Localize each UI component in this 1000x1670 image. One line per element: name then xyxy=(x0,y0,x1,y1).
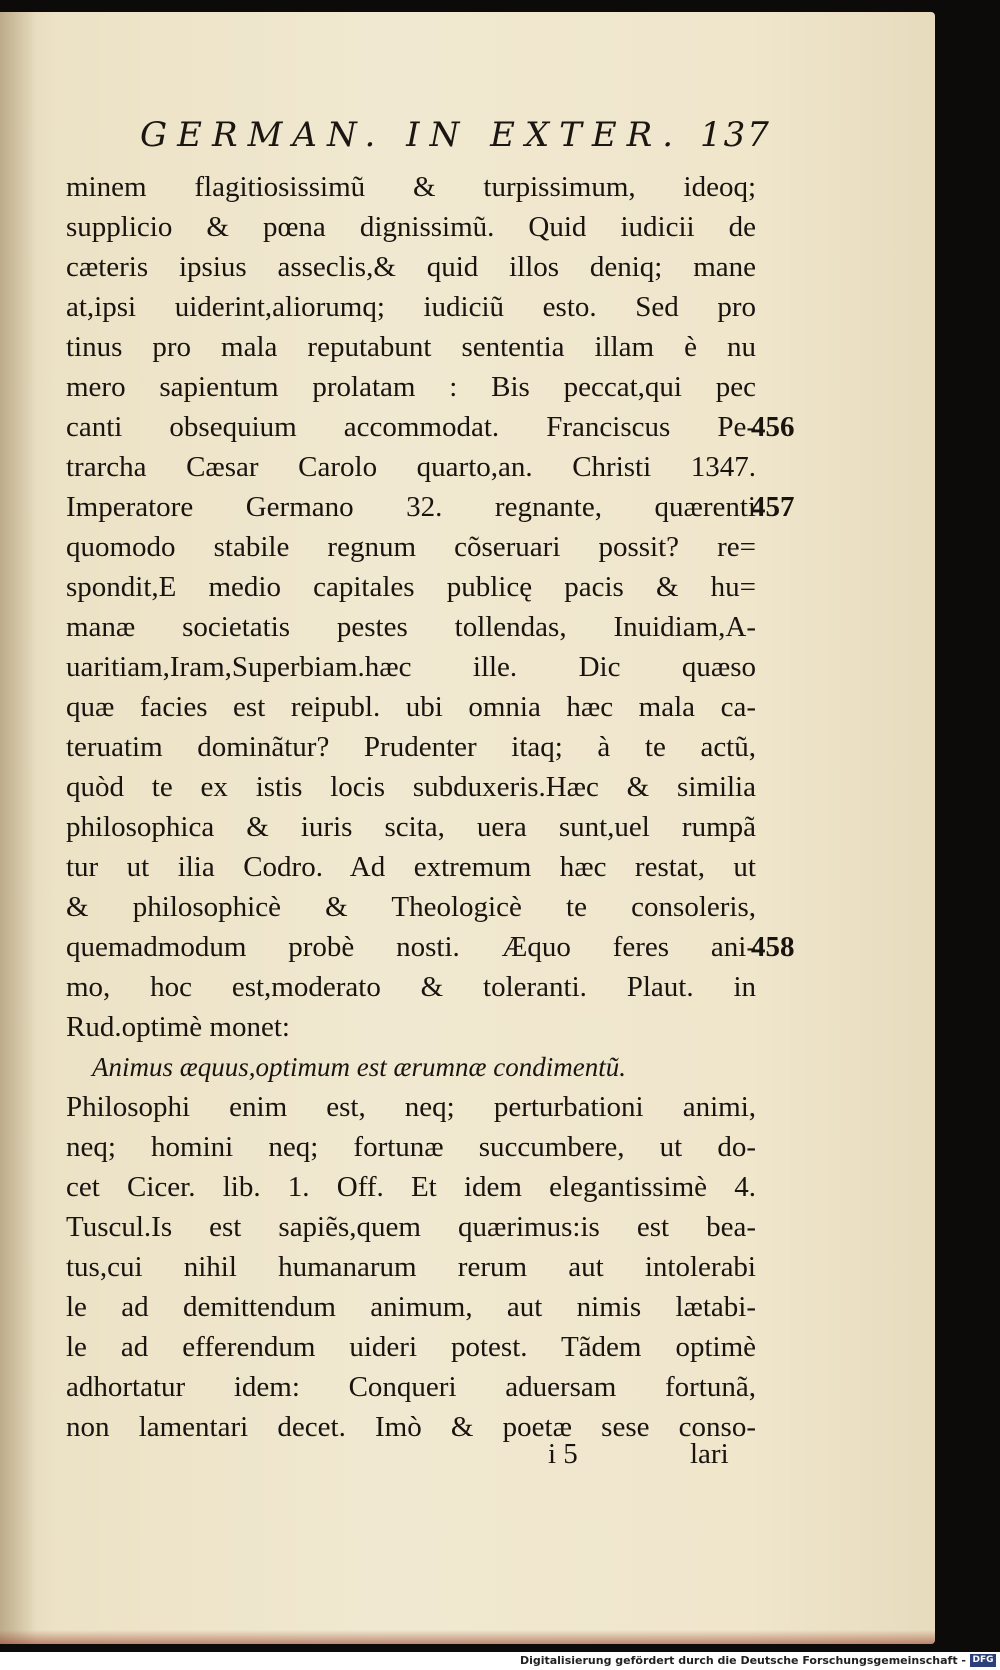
text-line: le ad demittendum animum, aut nimis lætabi- xyxy=(66,1291,756,1323)
text-line: manæ societatis pestes tollendas, Inuidiam,A- xyxy=(66,611,756,643)
digitization-credit-bar xyxy=(0,1652,1000,1670)
text-line: spondit,E medio capitales publicę pacis & hu= xyxy=(66,571,756,603)
text-line: Rud.optimè monet: xyxy=(66,1011,290,1043)
text-line: neq; homini neq; fortunæ succumbere, ut do- xyxy=(66,1131,756,1163)
running-head-title: GERMAN. IN EXTER. xyxy=(140,115,684,155)
margin-note-number: 457 xyxy=(751,491,795,523)
text-line: teruatim dominãtur? Prudenter itaq; à te actũ, xyxy=(66,731,756,763)
dfg-logo: DFG xyxy=(970,1654,996,1667)
margin-note-number: 456 xyxy=(751,411,795,443)
text-line: quomodo stabile regnum cõseruari possit? re= xyxy=(66,531,756,563)
margin-note-number: 458 xyxy=(751,931,795,963)
text-line: adhortatur idem: Conqueri aduersam fortunã, xyxy=(66,1371,756,1403)
running-head xyxy=(0,115,935,165)
text-line: Tuscul.Is est sapiẽs,quem quærimus:is est bea- xyxy=(66,1211,756,1243)
text-line: philosophica & iuris scita, uera sunt,uel rumpã xyxy=(66,811,756,843)
text-line: quòd te ex istis locis subduxeris.Hæc & similia xyxy=(66,771,756,803)
text-line: at,ipsi uiderint,aliorumq; iudiciũ esto. Sed pro xyxy=(66,291,756,323)
text-line: quæ facies est reipubl. ubi omnia hæc mala ca- xyxy=(66,691,756,723)
text-line: supplicio & pœna dignissimũ. Quid iudicii de xyxy=(66,211,756,243)
text-line: non lamentari decet. Imò & poetæ sese conso- xyxy=(66,1411,756,1443)
main-text-block xyxy=(66,167,756,1447)
text-line: uaritiam,Iram,Superbiam.hæc ille. Dic quæso xyxy=(66,651,756,683)
digitization-credit: Digitalisierung gefördert durch die Deutsche Forschungsgemeinschaft - xyxy=(519,1654,966,1667)
quotation-line: Animus æquus,optimum est ærumnæ condimentũ. xyxy=(92,1052,627,1082)
text-line: cæteris ipsius asseclis,& quid illos deniq; mane xyxy=(66,251,756,283)
text-line: canti obsequium accommodat. Franciscus Pe- xyxy=(66,411,756,443)
text-line: & philosophicè & Theologicè te consoleris, xyxy=(66,891,756,923)
page-footer-marks xyxy=(0,1434,935,1474)
text-line: mero sapientum prolatam : Bis peccat,qui pec xyxy=(66,371,756,403)
text-line: le ad efferendum uideri potest. Tãdem optimè xyxy=(66,1331,756,1363)
text-line: Imperatore Germano 32. regnante, quærenti xyxy=(66,491,756,523)
text-line: quemadmodum probè nosti. Æquo feres ani- xyxy=(66,931,756,963)
text-line: cet Cicer. lib. 1. Off. Et idem elegantissimè 4. xyxy=(66,1171,756,1203)
text-line: tus,cui nihil humanarum rerum aut intolerabi xyxy=(66,1251,756,1283)
text-line: mo, hoc est,moderato & toleranti. Plaut. in xyxy=(66,971,756,1003)
page-number: 137 xyxy=(700,115,771,155)
text-line: trarcha Cæsar Carolo quarto,an. Christi 1347. xyxy=(66,451,756,483)
text-line: Philosophi enim est, neq; perturbationi animi, xyxy=(66,1091,756,1123)
text-line: minem flagitiosissimũ & turpissimum, ideoq; xyxy=(66,171,756,203)
signature-mark: i 5 xyxy=(548,1438,578,1470)
text-line: tinus pro mala reputabunt sententia illam è nu xyxy=(66,331,756,363)
scanned-page xyxy=(0,12,935,1644)
catchword: lari xyxy=(690,1438,729,1470)
text-line: tur ut ilia Codro. Ad extremum hæc restat, ut xyxy=(66,851,756,883)
